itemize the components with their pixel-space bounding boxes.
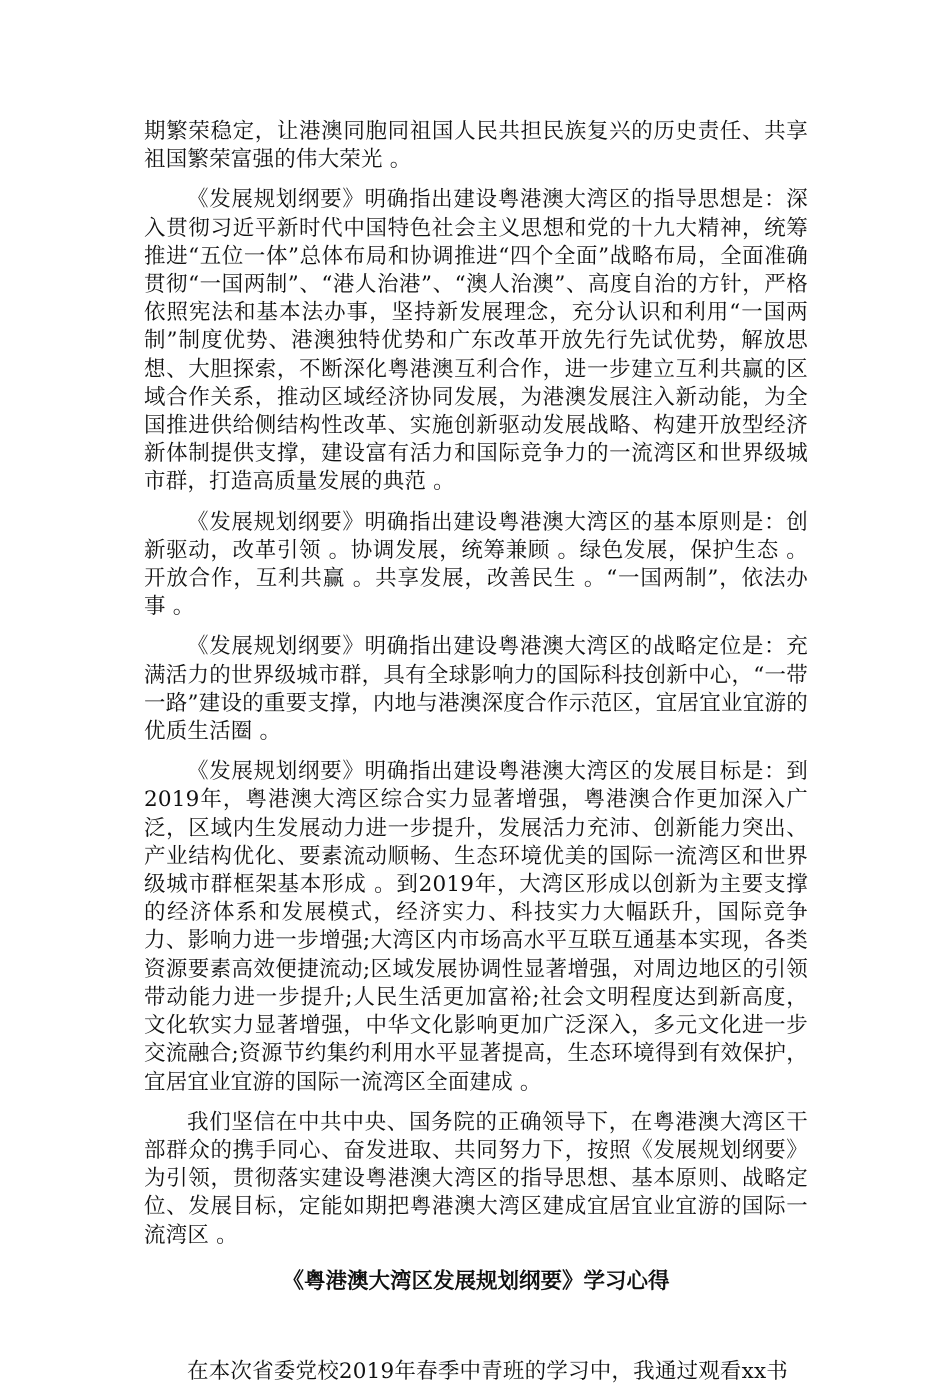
paragraph-strategic-positioning: 《发展规划纲要》明确指出建设粤港澳大湾区的战略定位是：充满活力的世界级城市群，具有全球影响力的国际科技创新中心，“一带一路”建设的重要支撑，内地与港澳深度合作示范区，宜居宜业宜游的优质生活圈 。 <box>144 634 808 745</box>
paragraph-continuation: 期繁荣稳定，让港澳同胞同祖国人民共担民族复兴的历史责任、共享祖国繁荣富强的伟大荣光 。 <box>144 119 808 173</box>
paragraph-guiding-ideology: 《发展规划纲要》明确指出建设粤港澳大湾区的指导思想是：深入贯彻习近平新时代中国特色社会主义思想和党的十九大精神，统筹推进“五位一体”总体布局和协调推进“四个全面”战略布局，全面准确贯彻“一国两制”、“港人治港”、“澳人治澳”、高度自治的方针，严格依照宪法和基本法办事，坚持新发展理念，充分认识和利用“一国两制”制度优势、港澳独特优势和广东改革开放先行先试优势，解放思想、大胆探索，不断深化粤港澳互利合作，进一步建立互利共赢的区域合作关系，推动区域经济协同发展，为港澳发展注入新动能，为全国推进供给侧结构性改革、实施创新驱动发展战略、构建开放型经济新体制提供支撑，建设富有活力和国际竞争力的一流湾区和世界级城市群，打造高质量发展的典范 。 <box>144 187 808 495</box>
paragraph-development-goals: 《发展规划纲要》明确指出建设粤港澳大湾区的发展目标是：到2019年，粤港澳大湾区综合实力显著增强，粤港澳合作更加深入广泛，区域内生发展动力进一步提升，发展活力充沛、创新能力突出、产业结构优化、要素流动顺畅、生态环境优美的国际一流湾区和世界级城市群框架基本形成 。到2019年，大湾区形成以创新为主要支撑的经济体系和发展模式，经济实力、科技实力大幅跃升，国际竞争力、影响力进一步增强;大湾区内市场高水平互联互通基本实现，各类资源要素高效便捷流动;区域发展协调性显著增强，对周边地区的引领带动能力进一步提升;人民生活更加富裕;社会文明程度达到新高度，文化软实力显著增强，中华文化影响更加广泛深入，多元文化进一步交流融合;资源节约集约利用水平显著提高，生态环境得到有效保护，宜居宜业宜游的国际一流湾区全面建成 。 <box>144 759 808 1095</box>
paragraph-conclusion: 我们坚信在中共中央、国务院的正确领导下，在粤港澳大湾区干部群众的携手同心、奋发进取、共同努力下，按照《发展规划纲要》为引领，贯彻落实建设粤港澳大湾区的指导思想、基本原则、战略定位、发展目标，定能如期把粤港澳大湾区建成宜居宜业宜游的国际一流湾区 。 <box>144 1109 808 1248</box>
document-page <box>144 118 808 1398</box>
paragraph-basic-principles: 《发展规划纲要》明确指出建设粤港澳大湾区的基本原则是：创新驱动，改革引领 。协调发展，统筹兼顾 。绿色发展，保护生态 。开放合作，互利共赢 。共享发展，改善民生 。“一国两制”，依法办事 。 <box>144 509 808 620</box>
section-title: 《粤港澳大湾区发展规划纲要》学习心得 <box>282 1268 670 1294</box>
paragraph-study-intro: 在本次省委党校2019年春季中青班的学习中，我通过观看xx书 <box>187 1358 788 1384</box>
